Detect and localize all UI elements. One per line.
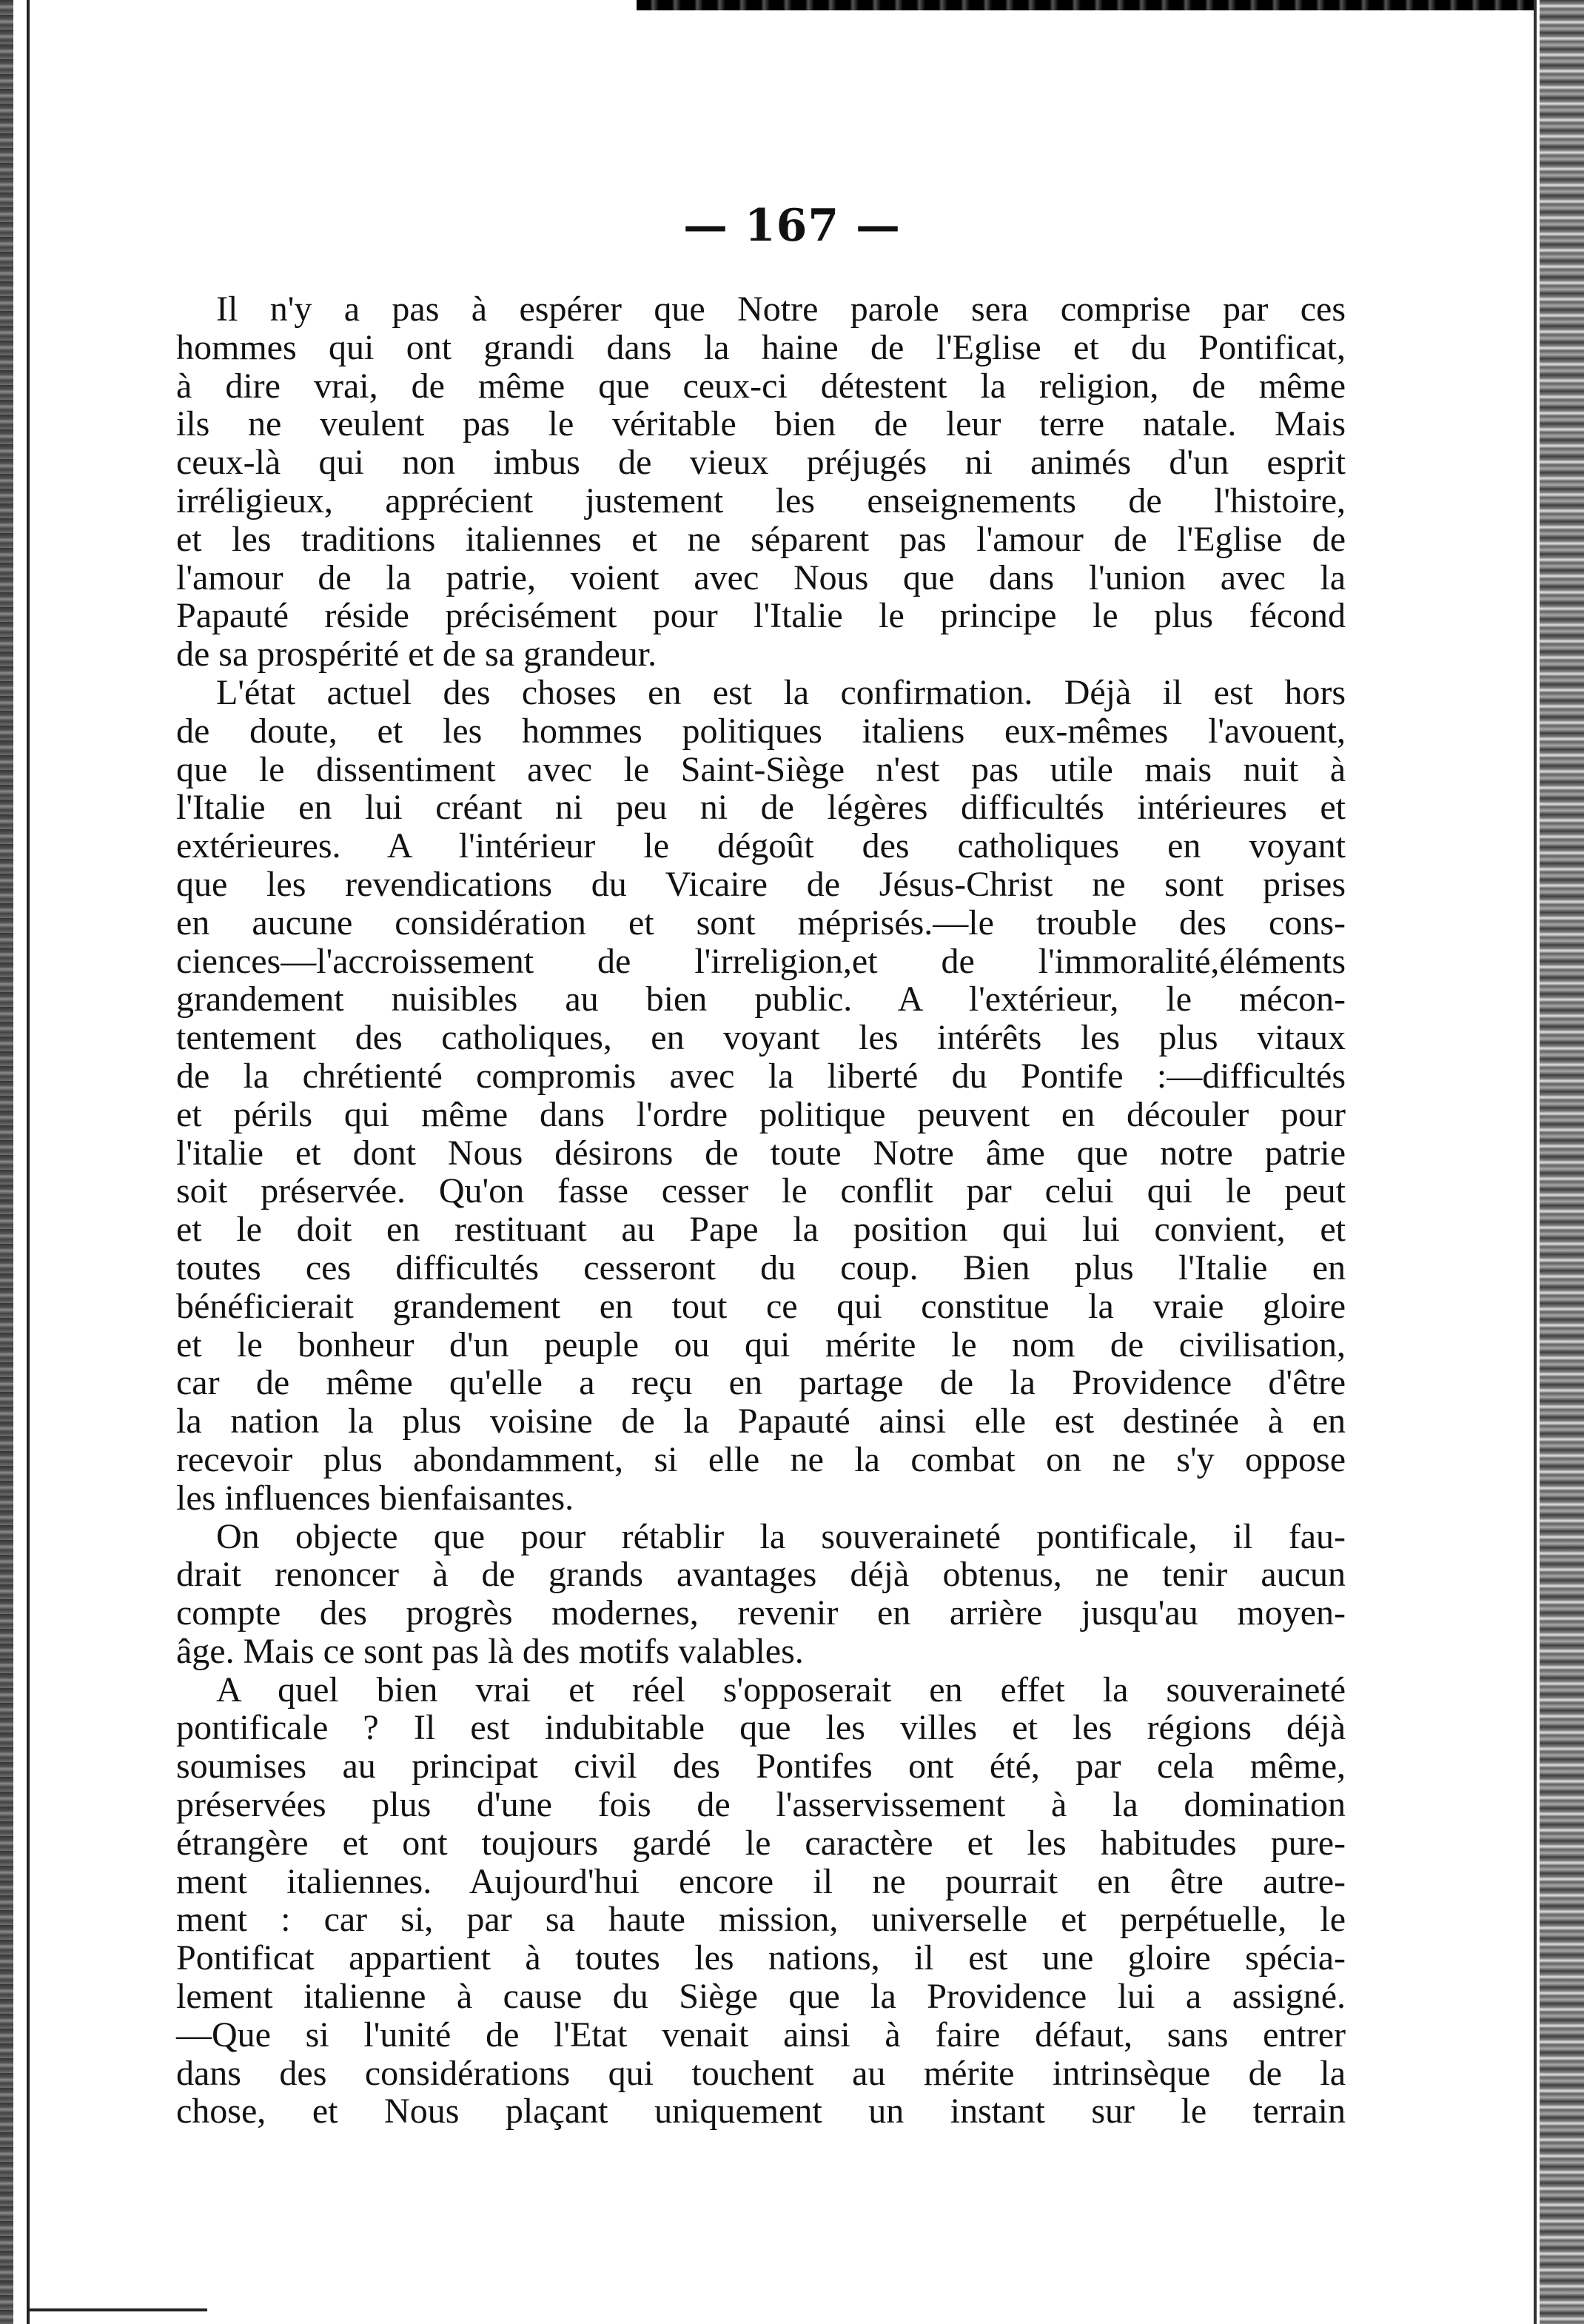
text-line: de sa prospérité et de sa grandeur. (176, 634, 657, 674)
text-line: toutes ces difficultés cesseront du coup. Bien plus l'Italie en (176, 1248, 1346, 1287)
text-line: pontificale ? Il est indubitable que les villes et les régions déjà (176, 1708, 1346, 1748)
text-line: et les traditions italiennes et ne séparent pas l'amour de l'Eglise de (176, 519, 1346, 559)
text-line: en aucune considération et sont méprisés.—le trouble des cons- (176, 903, 1346, 942)
text-line: car de même qu'elle a reçu en partage de la Providence d'être (176, 1363, 1346, 1403)
text-line: de doute, et les hommes politiques italiens eux-mêmes l'avouent, (176, 711, 1346, 751)
scan-edge-left-rule (27, 0, 30, 2324)
text-line: tentement des catholiques, en voyant les intérêts les plus vitaux (176, 1018, 1346, 1058)
text-line: la nation la plus voisine de la Papauté ainsi elle est destinée à en (176, 1402, 1346, 1441)
text-line: ment : car si, par sa haute mission, universelle et perpétuelle, le (176, 1900, 1346, 1940)
text-line: compte des progrès modernes, revenir en arrière jusqu'au moyen- (176, 1593, 1346, 1633)
text-line: l'amour de la patrie, voient avec Nous que dans l'union avec la (176, 557, 1346, 597)
text-line: que les revendications du Vicaire de Jésus-Christ ne sont prises (176, 864, 1346, 904)
text-line: et périls qui même dans l'ordre politique peuvent en découler pour (176, 1094, 1346, 1134)
text-line: soumises au principat civil des Pontifes ont été, par cela même, (176, 1747, 1346, 1786)
text-line: drait renoncer à de grands avantages déjà obtenus, ne tenir aucun (176, 1555, 1346, 1595)
text-line: soit préservée. Qu'on fasse cesser le conflit par celui qui le peut (176, 1171, 1346, 1211)
text-line: extérieures. A l'intérieur le dégoût des catholiques en voyant (176, 826, 1346, 866)
text-line: et le bonheur d'un peuple ou qui mérite le nom de civilisation, (176, 1325, 1346, 1364)
scan-edge-top (637, 0, 1534, 10)
body-text (176, 290, 1346, 2131)
text-line: ils ne veulent pas le véritable bien de leur terre natale. Mais (176, 404, 1346, 444)
page-number: — 167 — (682, 200, 902, 252)
text-line: Pontificat appartient à toutes les nations, il est une gloire spécia- (176, 1938, 1346, 1978)
text-line: bénéficierait grandement en tout ce qui constitue la vraie gloire (176, 1286, 1346, 1326)
text-line: que le dissentiment avec le Saint-Siège n'est pas utile mais nuit à (176, 749, 1346, 789)
text-line: âge. Mais ce sont pas là des motifs valables. (176, 1631, 804, 1671)
text-line: étrangère et ont toujours gardé le caractère et les habitudes pure- (176, 1823, 1346, 1863)
text-line: chose, et Nous plaçant uniquement un instant sur le terrain (176, 2092, 1346, 2132)
text-line: ciences—l'accroissement de l'irreligion,et de l'immoralité,éléments (176, 941, 1346, 981)
text-line: à dire vrai, de même que ceux-ci détestent la religion, de même (176, 366, 1346, 406)
text-line: Papauté réside précisément pour l'Italie le principe le plus fécond (176, 596, 1346, 636)
scan-edge-right-rule (1534, 0, 1537, 2324)
text-line: recevoir plus abondamment, si elle ne la combat on ne s'y oppose (176, 1439, 1346, 1479)
scan-edge-right (1540, 0, 1584, 2324)
scan-edge-bottom (30, 2308, 207, 2311)
text-line: et le doit en restituant au Pape la position qui lui convient, et (176, 1210, 1346, 1250)
scan-edge-left (0, 0, 13, 2324)
text-line: grandement nuisibles au bien public. A l'extérieur, le mécon- (176, 980, 1346, 1019)
text-line: préservées plus d'une fois de l'asservissement à la domination (176, 1785, 1346, 1825)
text-line: les influences bienfaisantes. (176, 1478, 574, 1518)
text-line: hommes qui ont grandi dans la haine de l'Eglise et du Pontificat, (176, 327, 1346, 367)
text-line: ceux-là qui non imbus de vieux préjugés ni animés d'un esprit (176, 443, 1346, 483)
text-line: A quel bien vrai et réel s'opposerait en effet la souveraineté (216, 1670, 1346, 1709)
text-line: L'état actuel des choses en est la confirmation. Déjà il est hors (216, 672, 1346, 712)
text-line: —Que si l'unité de l'Etat venait ainsi à faire défaut, sans entrer (176, 2015, 1346, 2055)
text-line: l'Italie en lui créant ni peu ni de légères difficultés intérieures et (176, 788, 1346, 828)
text-line: l'italie et dont Nous désirons de toute Notre âme que notre patrie (176, 1133, 1346, 1173)
text-line: dans des considérations qui touchent au mérite intrinsèque de la (176, 2053, 1346, 2093)
text-line: ment italiennes. Aujourd'hui encore il ne pourrait en être autre- (176, 1861, 1346, 1901)
text-line: Il n'y a pas à espérer que Notre parole sera comprise par ces (216, 289, 1346, 329)
text-line: On objecte que pour rétablir la souveraineté pontificale, il fau- (216, 1516, 1346, 1556)
text-line: de la chrétienté compromis avec la liberté du Pontife :—difficultés (176, 1056, 1346, 1096)
text-line: irréligieux, apprécient justement les enseignements de l'histoire, (176, 480, 1346, 520)
text-line: lement italienne à cause du Siège que la Providence lui a assigné. (176, 1977, 1346, 2017)
